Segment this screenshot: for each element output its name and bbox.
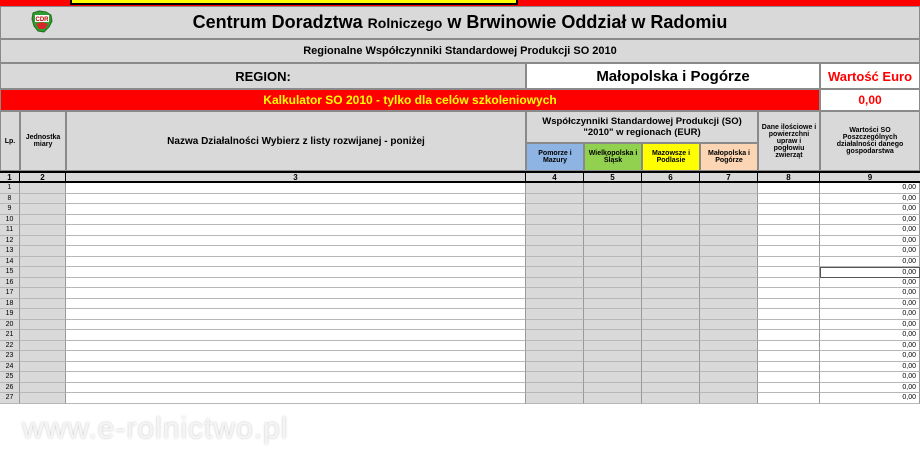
- region-1-coef-cell: [526, 330, 584, 341]
- region-3-coef-cell: [642, 194, 700, 205]
- region-1-coef-cell: [526, 362, 584, 373]
- region-1-coef-cell: [526, 194, 584, 205]
- row-number-cell: 11: [0, 225, 20, 236]
- region-4-coef-cell: [700, 288, 758, 299]
- region-2-coef-cell: [584, 362, 642, 373]
- region-3-coef-cell: [642, 341, 700, 352]
- region-1-coef-cell: [526, 204, 584, 215]
- title-part-3: w Brwinowie Oddział w Radomiu: [447, 12, 728, 32]
- activity-name-cell[interactable]: [66, 309, 526, 320]
- region-2-coef-cell: [584, 299, 642, 310]
- so-value-cell: 0,00: [820, 246, 920, 257]
- region-3-coef-cell: [642, 225, 700, 236]
- region-1-coef-cell: [526, 309, 584, 320]
- table-row: [0, 341, 920, 352]
- row-number-cell: 22: [0, 341, 20, 352]
- region-1-coef-cell: [526, 299, 584, 310]
- row-number-cell: 1: [0, 183, 20, 194]
- column-header-lp: Lp.: [0, 111, 20, 171]
- so-value-cell: 0,00: [820, 183, 920, 194]
- region-1-coef-cell: [526, 288, 584, 299]
- column-number-row: [0, 171, 920, 183]
- table-row: [0, 278, 920, 289]
- region-4-coef-cell: [700, 194, 758, 205]
- region-4-coef-cell: [700, 393, 758, 404]
- region-4-coef-cell: [700, 236, 758, 247]
- table-row: [0, 183, 920, 194]
- row-number-cell: 13: [0, 246, 20, 257]
- column-number-6: 6: [642, 173, 700, 181]
- activity-name-cell[interactable]: [66, 362, 526, 373]
- so-value-cell: 0,00: [820, 320, 920, 331]
- row-number-cell: 20: [0, 320, 20, 331]
- row-number-cell: 19: [0, 309, 20, 320]
- column-number-4: 4: [526, 173, 584, 181]
- region-2-coef-cell: [584, 236, 642, 247]
- row-number-cell: 9: [0, 204, 20, 215]
- region-3-coef-cell: [642, 267, 700, 278]
- unit-cell[interactable]: [20, 246, 66, 257]
- page-title: [0, 6, 920, 39]
- unit-cell[interactable]: [20, 257, 66, 268]
- unit-cell[interactable]: [20, 225, 66, 236]
- row-number-cell: 17: [0, 288, 20, 299]
- region-3-coef-cell: [642, 362, 700, 373]
- activity-name-cell[interactable]: [66, 183, 526, 194]
- so-value-cell: 0,00: [820, 351, 920, 362]
- table-row: [0, 351, 920, 362]
- region-4-coef-cell: [700, 225, 758, 236]
- region-4-coef-cell: [700, 183, 758, 194]
- table-row: [0, 225, 920, 236]
- table-row: [0, 372, 920, 383]
- region-label: REGION:: [0, 63, 526, 89]
- unit-cell[interactable]: [20, 383, 66, 394]
- region-2-coef-cell: [584, 278, 642, 289]
- region-2-coef-cell: [584, 194, 642, 205]
- table-row: [0, 215, 920, 226]
- region-4-coef-cell: [700, 246, 758, 257]
- quantity-input-cell[interactable]: [758, 320, 820, 331]
- region-2-coef-cell: [584, 341, 642, 352]
- activity-name-cell[interactable]: [66, 225, 526, 236]
- so-value-cell: 0,00: [820, 257, 920, 268]
- table-row: [0, 309, 920, 320]
- column-number-3: 3: [66, 173, 526, 181]
- activity-name-cell[interactable]: [66, 236, 526, 247]
- table-row: [0, 236, 920, 247]
- region-1-coef-cell: [526, 215, 584, 226]
- activity-name-cell[interactable]: [66, 330, 526, 341]
- column-number-7: 7: [700, 173, 758, 181]
- row-number-cell: 23: [0, 351, 20, 362]
- region-3-coef-cell: [642, 278, 700, 289]
- activity-name-cell[interactable]: [66, 204, 526, 215]
- row-number-cell: 21: [0, 330, 20, 341]
- region-3-coef-cell: [642, 204, 700, 215]
- table-row: [0, 393, 920, 404]
- region-1-coef-cell: [526, 393, 584, 404]
- region-4-coef-cell: [700, 341, 758, 352]
- quantity-input-cell[interactable]: [758, 351, 820, 362]
- column-header-name: Nazwa Działalności Wybierz z listy rozwijanej - poniżej: [66, 111, 526, 171]
- column-header-region-4: Małopolska i Pogórze: [700, 143, 758, 171]
- calculator-banner: Kalkulator SO 2010 - tylko dla celów szkoleniowych: [0, 89, 820, 111]
- activity-name-cell[interactable]: [66, 341, 526, 352]
- quantity-input-cell[interactable]: [758, 194, 820, 205]
- row-number-cell: 24: [0, 362, 20, 373]
- region-2-coef-cell: [584, 351, 642, 362]
- region-4-coef-cell: [700, 309, 758, 320]
- title-part-1: Centrum Doradztwa: [192, 12, 363, 32]
- region-2-coef-cell: [584, 267, 642, 278]
- column-header-so-group: Współczynniki Standardowej Produkcji (SO) "2010" w regionach (EUR): [526, 111, 758, 143]
- column-header-value: Wartości SO Poszczególnych działalności danego gospodarstwa: [820, 111, 920, 171]
- region-3-coef-cell: [642, 257, 700, 268]
- unit-cell[interactable]: [20, 278, 66, 289]
- region-3-coef-cell: [642, 246, 700, 257]
- row-number-cell: 25: [0, 372, 20, 383]
- so-value-cell: 0,00: [820, 383, 920, 394]
- so-value-cell: 0,00: [820, 330, 920, 341]
- so-value-cell: 0,00: [820, 309, 920, 320]
- quantity-input-cell[interactable]: [758, 215, 820, 226]
- unit-cell[interactable]: [20, 330, 66, 341]
- region-1-coef-cell: [526, 278, 584, 289]
- unit-cell[interactable]: [20, 204, 66, 215]
- table-row: [0, 288, 920, 299]
- so-value-cell: 0,00: [820, 204, 920, 215]
- region-3-coef-cell: [642, 330, 700, 341]
- region-4-coef-cell: [700, 383, 758, 394]
- so-value-cell: 0,00: [820, 236, 920, 247]
- region-2-coef-cell: [584, 288, 642, 299]
- quantity-input-cell[interactable]: [758, 330, 820, 341]
- table-row: [0, 267, 920, 278]
- region-2-coef-cell: [584, 383, 642, 394]
- unit-cell[interactable]: [20, 320, 66, 331]
- top-yellow-tab: [70, 0, 518, 5]
- watermark: www.e-rolnictwo.pl: [22, 412, 289, 445]
- region-4-coef-cell: [700, 299, 758, 310]
- column-header-region-2: Wielkopolska i Śląsk: [584, 143, 642, 171]
- activity-name-cell[interactable]: [66, 215, 526, 226]
- unit-cell[interactable]: [20, 236, 66, 247]
- column-header-unit: Jednostka miary: [20, 111, 66, 171]
- region-3-coef-cell: [642, 320, 700, 331]
- activity-name-cell[interactable]: [66, 299, 526, 310]
- row-number-cell: 14: [0, 257, 20, 268]
- column-number-9: 9: [820, 173, 920, 181]
- region-3-coef-cell: [642, 393, 700, 404]
- so-value-cell: 0,00: [820, 393, 920, 404]
- region-3-coef-cell: [642, 288, 700, 299]
- row-number-cell: 26: [0, 383, 20, 394]
- so-value-cell: 0,00: [820, 267, 920, 278]
- table-row: [0, 204, 920, 215]
- region-4-coef-cell: [700, 372, 758, 383]
- activity-name-cell[interactable]: [66, 320, 526, 331]
- activity-name-cell[interactable]: [66, 383, 526, 394]
- unit-cell[interactable]: [20, 288, 66, 299]
- unit-cell[interactable]: [20, 372, 66, 383]
- so-value-cell: 0,00: [820, 215, 920, 226]
- column-number-2: 2: [20, 173, 66, 181]
- activity-name-cell[interactable]: [66, 288, 526, 299]
- unit-cell[interactable]: [20, 215, 66, 226]
- quantity-input-cell[interactable]: [758, 257, 820, 268]
- region-2-coef-cell: [584, 183, 642, 194]
- activity-name-cell[interactable]: [66, 246, 526, 257]
- column-header-region-3: Mazowsze i Podlasie: [642, 143, 700, 171]
- row-number-cell: 12: [0, 236, 20, 247]
- region-2-coef-cell: [584, 257, 642, 268]
- table-row: [0, 194, 920, 205]
- region-3-coef-cell: [642, 351, 700, 362]
- table-row: [0, 362, 920, 373]
- region-1-coef-cell: [526, 372, 584, 383]
- row-number-cell: 16: [0, 278, 20, 289]
- quantity-input-cell[interactable]: [758, 267, 820, 278]
- region-4-coef-cell: [700, 215, 758, 226]
- unit-cell[interactable]: [20, 351, 66, 362]
- row-number-cell: 10: [0, 215, 20, 226]
- unit-cell[interactable]: [20, 183, 66, 194]
- unit-cell[interactable]: [20, 362, 66, 373]
- column-number-5: 5: [584, 173, 642, 181]
- region-2-coef-cell: [584, 204, 642, 215]
- unit-cell[interactable]: [20, 267, 66, 278]
- unit-cell[interactable]: [20, 341, 66, 352]
- unit-cell[interactable]: [20, 194, 66, 205]
- title-part-2: Rolniczego: [367, 14, 443, 31]
- so-value-cell: 0,00: [820, 288, 920, 299]
- quantity-input-cell[interactable]: [758, 393, 820, 404]
- region-4-coef-cell: [700, 330, 758, 341]
- activity-name-cell[interactable]: [66, 372, 526, 383]
- activity-name-cell[interactable]: [66, 351, 526, 362]
- row-number-cell: 15: [0, 267, 20, 278]
- region-1-coef-cell: [526, 351, 584, 362]
- region-3-coef-cell: [642, 183, 700, 194]
- column-number-1: 1: [0, 173, 20, 181]
- table-row: [0, 299, 920, 310]
- region-2-coef-cell: [584, 372, 642, 383]
- region-1-coef-cell: [526, 383, 584, 394]
- subtitle: Regionalne Współczynniki Standardowej Produkcji SO 2010: [0, 39, 920, 63]
- region-3-coef-cell: [642, 309, 700, 320]
- so-value-cell: 0,00: [820, 278, 920, 289]
- region-1-coef-cell: [526, 225, 584, 236]
- region-4-coef-cell: [700, 278, 758, 289]
- so-value-cell: 0,00: [820, 299, 920, 310]
- unit-cell[interactable]: [20, 299, 66, 310]
- quantity-input-cell[interactable]: [758, 309, 820, 320]
- region-1-coef-cell: [526, 246, 584, 257]
- cdr-logo: [30, 9, 54, 35]
- region-3-coef-cell: [642, 236, 700, 247]
- row-number-cell: 27: [0, 393, 20, 404]
- region-1-coef-cell: [526, 267, 584, 278]
- region-4-coef-cell: [700, 257, 758, 268]
- column-header-quantity: Dane ilościowe i powierzchni upraw i pogłowiu zwierząt: [758, 111, 820, 171]
- quantity-input-cell[interactable]: [758, 372, 820, 383]
- quantity-input-cell[interactable]: [758, 362, 820, 373]
- row-number-cell: 8: [0, 194, 20, 205]
- so-value-cell: 0,00: [820, 194, 920, 205]
- logo-text: CDR: [35, 17, 49, 23]
- table-row: [0, 330, 920, 341]
- unit-cell[interactable]: [20, 309, 66, 320]
- activity-name-cell[interactable]: [66, 267, 526, 278]
- so-value-cell: 0,00: [820, 341, 920, 352]
- quantity-input-cell[interactable]: [758, 246, 820, 257]
- quantity-input-cell[interactable]: [758, 183, 820, 194]
- column-header-region-1: Pomorze i Mazury: [526, 143, 584, 171]
- region-2-coef-cell: [584, 393, 642, 404]
- quantity-input-cell[interactable]: [758, 299, 820, 310]
- region-2-coef-cell: [584, 215, 642, 226]
- region-1-coef-cell: [526, 183, 584, 194]
- row-number-cell: 18: [0, 299, 20, 310]
- euro-total-value: 0,00: [820, 89, 920, 111]
- region-2-coef-cell: [584, 246, 642, 257]
- data-table-body: [0, 183, 920, 404]
- region-4-coef-cell: [700, 267, 758, 278]
- region-2-coef-cell: [584, 320, 642, 331]
- region-4-coef-cell: [700, 204, 758, 215]
- quantity-input-cell[interactable]: [758, 341, 820, 352]
- euro-value-label: Wartość Euro: [820, 63, 920, 89]
- activity-name-cell[interactable]: [66, 257, 526, 268]
- region-3-coef-cell: [642, 372, 700, 383]
- region-select[interactable]: Małopolska i Pogórze: [526, 63, 820, 89]
- so-value-cell: 0,00: [820, 362, 920, 373]
- region-3-coef-cell: [642, 383, 700, 394]
- region-1-coef-cell: [526, 236, 584, 247]
- quantity-input-cell[interactable]: [758, 204, 820, 215]
- region-2-coef-cell: [584, 225, 642, 236]
- table-row: [0, 320, 920, 331]
- so-value-cell: 0,00: [820, 372, 920, 383]
- so-value-cell: 0,00: [820, 225, 920, 236]
- region-1-coef-cell: [526, 341, 584, 352]
- table-row: [0, 383, 920, 394]
- quantity-input-cell[interactable]: [758, 383, 820, 394]
- region-4-coef-cell: [700, 362, 758, 373]
- region-4-coef-cell: [700, 320, 758, 331]
- unit-cell[interactable]: [20, 393, 66, 404]
- quantity-input-cell[interactable]: [758, 225, 820, 236]
- region-2-coef-cell: [584, 330, 642, 341]
- quantity-input-cell[interactable]: [758, 278, 820, 289]
- quantity-input-cell[interactable]: [758, 236, 820, 247]
- region-3-coef-cell: [642, 299, 700, 310]
- region-1-coef-cell: [526, 257, 584, 268]
- table-row: [0, 257, 920, 268]
- region-1-coef-cell: [526, 320, 584, 331]
- region-2-coef-cell: [584, 309, 642, 320]
- column-number-8: 8: [758, 173, 820, 181]
- activity-name-cell[interactable]: [66, 393, 526, 404]
- region-3-coef-cell: [642, 215, 700, 226]
- activity-name-cell[interactable]: [66, 278, 526, 289]
- activity-name-cell[interactable]: [66, 194, 526, 205]
- table-row: [0, 246, 920, 257]
- region-4-coef-cell: [700, 351, 758, 362]
- quantity-input-cell[interactable]: [758, 288, 820, 299]
